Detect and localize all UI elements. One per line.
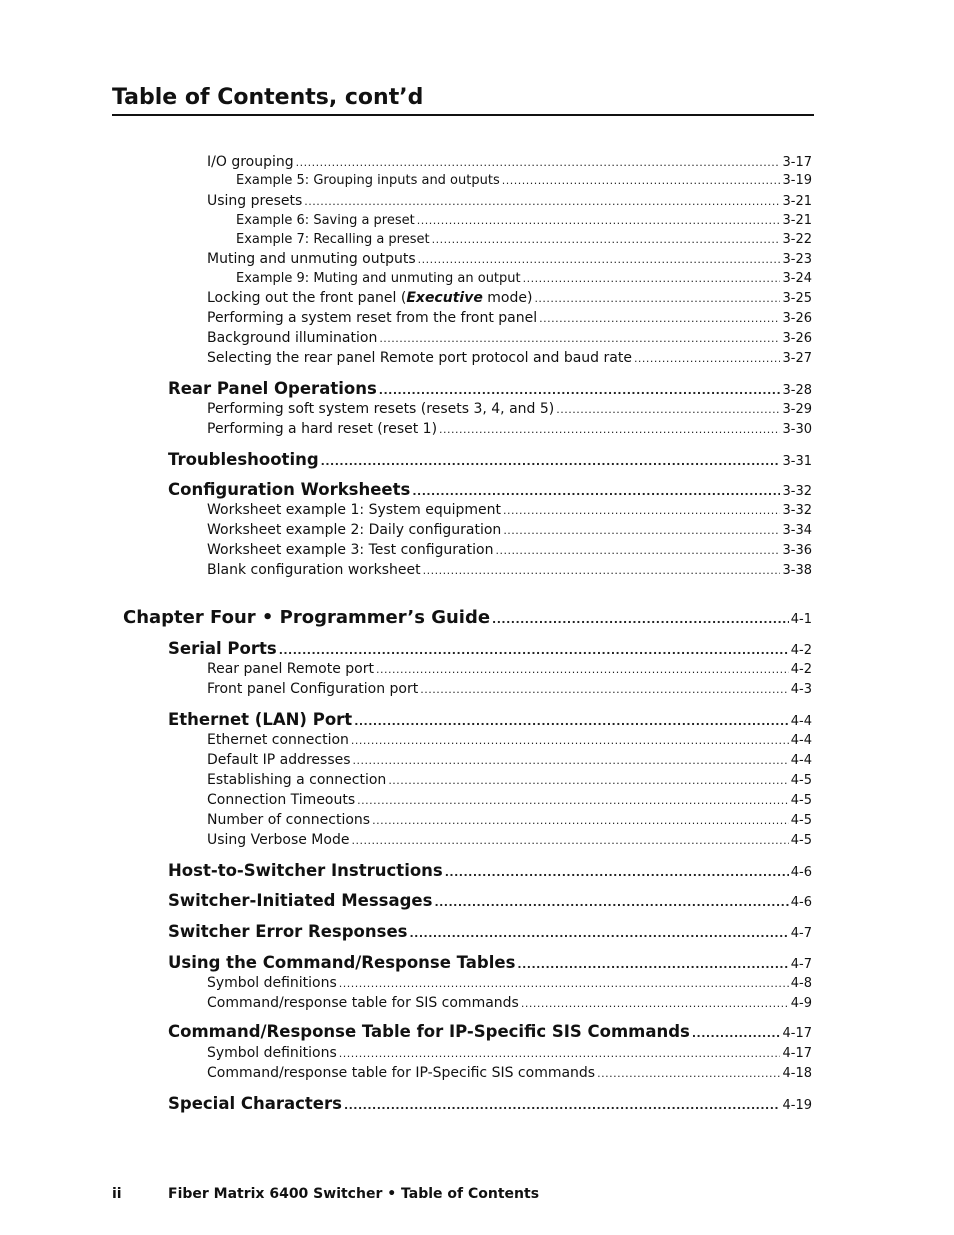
toc-entry bbox=[207, 832, 812, 848]
toc-entry-page: 4-19 bbox=[782, 1098, 812, 1113]
toc-entry bbox=[207, 975, 812, 991]
toc-leader-dots bbox=[523, 272, 781, 285]
toc-leader-dots bbox=[379, 384, 781, 397]
toc-entry bbox=[168, 953, 812, 972]
toc-entry-title: Special Characters bbox=[168, 1094, 342, 1113]
toc-entry bbox=[207, 421, 812, 437]
toc-leader-dots bbox=[304, 195, 780, 208]
toc-entry bbox=[207, 812, 812, 828]
toc-entry-page: 3-17 bbox=[782, 155, 812, 170]
toc-entry-title: Front panel Configuration port bbox=[207, 681, 419, 697]
toc-entry-page: 4-3 bbox=[790, 682, 812, 697]
toc-entry-title: Serial Ports bbox=[168, 639, 277, 658]
toc-leader-dots bbox=[634, 352, 781, 365]
toc-entry-page: 4-17 bbox=[782, 1046, 812, 1061]
toc-leader-dots bbox=[339, 1047, 781, 1060]
toc-entry-title: Default IP addresses bbox=[207, 752, 351, 768]
toc-entry-page: 4-18 bbox=[782, 1066, 812, 1081]
toc-entry bbox=[168, 710, 812, 729]
toc-entry bbox=[236, 271, 812, 286]
toc-entry bbox=[207, 792, 812, 808]
toc-entry bbox=[207, 752, 812, 768]
toc-leader-dots bbox=[357, 794, 789, 807]
toc-entry-title: Selecting the rear panel Remote port protocol and baud rate bbox=[207, 350, 632, 366]
toc-entry-title: Switcher-Initiated Messages bbox=[168, 891, 433, 910]
toc-entry bbox=[207, 542, 812, 558]
toc-leader-dots bbox=[353, 754, 789, 767]
toc-leader-dots bbox=[534, 292, 780, 305]
toc-entry bbox=[207, 330, 812, 346]
toc-entry-page: 3-29 bbox=[782, 402, 812, 417]
toc-leader-dots bbox=[495, 544, 780, 557]
toc-leader-dots bbox=[279, 644, 789, 657]
toc-entry-page: 4-7 bbox=[790, 957, 812, 972]
toc-entry-title: Background illumination bbox=[207, 330, 378, 346]
toc-entry bbox=[207, 1065, 812, 1081]
toc-entry-page: 4-4 bbox=[790, 733, 812, 748]
toc-entry-title: Performing a hard reset (reset 1) bbox=[207, 421, 438, 437]
toc-leader-dots bbox=[432, 233, 781, 246]
toc-entry-title: Command/Response Table for IP-Specific SIS Commands bbox=[168, 1022, 690, 1041]
toc-leader-dots bbox=[372, 814, 789, 827]
toc-leader-dots bbox=[418, 253, 781, 266]
toc-entry bbox=[207, 681, 812, 697]
toc-entry-page: 3-28 bbox=[782, 383, 812, 398]
toc-leader-dots bbox=[597, 1067, 780, 1080]
toc-leader-dots bbox=[339, 977, 789, 990]
toc-leader-dots bbox=[539, 312, 780, 325]
toc-entry-page: 3-30 bbox=[782, 422, 812, 437]
toc-entry bbox=[168, 861, 812, 880]
toc-entry-title: Switcher Error Responses bbox=[168, 922, 408, 941]
toc-entry bbox=[207, 193, 812, 209]
toc-entry-title-part: Locking out the front panel ( bbox=[207, 290, 407, 306]
toc-leader-dots bbox=[379, 332, 780, 345]
toc-leader-dots bbox=[420, 683, 789, 696]
toc-leader-dots bbox=[502, 174, 781, 187]
toc-entry bbox=[123, 607, 812, 628]
toc-entry-page: 4-9 bbox=[790, 996, 812, 1011]
toc-entry-page: 4-5 bbox=[790, 773, 812, 788]
toc-leader-dots bbox=[503, 524, 780, 537]
toc-entry bbox=[168, 450, 812, 469]
toc-entry-page: 3-34 bbox=[782, 523, 812, 538]
toc-entry-title: Using presets bbox=[207, 193, 303, 209]
toc-entry-title: Example 7: Recalling a preset bbox=[236, 232, 430, 247]
toc-entry-page: 4-17 bbox=[782, 1026, 812, 1041]
footer-page-number: ii bbox=[112, 1186, 122, 1202]
toc-entry-title: Worksheet example 1: System equipment bbox=[207, 502, 501, 518]
toc-entry-title: Rear Panel Operations bbox=[168, 379, 377, 398]
toc-entry-title: Example 5: Grouping inputs and outputs bbox=[236, 173, 500, 188]
toc-entry-title: Configuration Worksheets bbox=[168, 480, 411, 499]
toc-entry-page: 3-19 bbox=[782, 173, 812, 188]
toc-entry bbox=[168, 922, 812, 941]
toc-entry bbox=[168, 379, 812, 398]
toc-entry-title: Chapter Four • Programmer’s Guide bbox=[123, 607, 491, 628]
toc-leader-dots bbox=[296, 156, 781, 169]
toc-entry-title: Example 6: Saving a preset bbox=[236, 213, 415, 228]
toc-entry-title: Blank configuration worksheet bbox=[207, 562, 421, 578]
toc-leader-dots bbox=[351, 834, 788, 847]
toc-entry-page: 4-2 bbox=[790, 643, 812, 658]
toc-entry bbox=[168, 480, 812, 499]
toc-entry bbox=[207, 350, 812, 366]
toc-entry-page: 4-1 bbox=[790, 612, 812, 627]
toc-entry bbox=[207, 661, 812, 677]
toc-entry bbox=[207, 401, 812, 417]
toc-entry-title bbox=[207, 290, 532, 306]
toc-entry-page: 3-24 bbox=[782, 271, 812, 286]
toc-leader-dots bbox=[388, 774, 788, 787]
toc-entry-title: Troubleshooting bbox=[168, 450, 319, 469]
toc-entry-page: 3-27 bbox=[782, 351, 812, 366]
toc-entry-title: Rear panel Remote port bbox=[207, 661, 374, 677]
toc-entry bbox=[207, 154, 812, 170]
toc-entry-page: 3-21 bbox=[782, 194, 812, 209]
toc-entry-page: 4-5 bbox=[790, 813, 812, 828]
toc-entry-page: 4-8 bbox=[790, 976, 812, 991]
toc-entry-page: 4-4 bbox=[790, 753, 812, 768]
toc-entry-page: 3-25 bbox=[782, 291, 812, 306]
toc-leader-dots bbox=[376, 663, 789, 676]
toc-entry-page: 3-36 bbox=[782, 543, 812, 558]
toc-entry-page: 4-2 bbox=[790, 662, 812, 677]
toc-entry-title: Number of connections bbox=[207, 812, 371, 828]
toc-entry-page: 4-6 bbox=[790, 895, 812, 910]
toc-leader-dots bbox=[517, 958, 788, 971]
toc-entry-page: 3-32 bbox=[782, 484, 812, 499]
toc-entry bbox=[207, 310, 812, 326]
toc-entry bbox=[168, 891, 812, 910]
page-title: Table of Contents, cont’d bbox=[112, 84, 814, 116]
toc-leader-dots bbox=[417, 214, 781, 227]
toc-entry-title: Using Verbose Mode bbox=[207, 832, 350, 848]
toc-leader-dots bbox=[556, 403, 780, 416]
toc-leader-dots bbox=[321, 455, 781, 468]
toc-entry-page: 3-31 bbox=[782, 454, 812, 469]
toc-entry-page: 3-26 bbox=[782, 311, 812, 326]
toc-entry bbox=[207, 290, 812, 306]
toc-leader-dots bbox=[351, 734, 789, 747]
toc-entry-title: Using the Command/Response Tables bbox=[168, 953, 516, 972]
toc-entry-title-emphasis: Executive bbox=[406, 290, 483, 306]
toc-entry bbox=[168, 639, 812, 658]
toc-entry bbox=[207, 251, 812, 267]
toc-leader-dots bbox=[492, 613, 789, 626]
toc-entry-title: Host-to-Switcher Instructions bbox=[168, 861, 443, 880]
toc-entry-title: Performing a system reset from the front panel bbox=[207, 310, 538, 326]
toc-entry bbox=[207, 502, 812, 518]
toc-leader-dots bbox=[434, 896, 788, 909]
toc-entry bbox=[207, 732, 812, 748]
toc-entry-title: Performing soft system resets (resets 3, 4, and 5) bbox=[207, 401, 555, 417]
toc-entry-page: 4-4 bbox=[790, 714, 812, 729]
toc-entry-title: Worksheet example 2: Daily configuration bbox=[207, 522, 502, 538]
toc-leader-dots bbox=[521, 997, 789, 1010]
toc-entry-title: Symbol definitions bbox=[207, 1045, 337, 1061]
toc-leader-dots bbox=[412, 485, 780, 498]
toc-entry-page: 3-22 bbox=[782, 232, 812, 247]
toc-entry-title: Muting and unmuting outputs bbox=[207, 251, 416, 267]
toc-leader-dots bbox=[503, 504, 780, 517]
toc-entry bbox=[207, 1045, 812, 1061]
toc-leader-dots bbox=[692, 1027, 781, 1040]
toc-entry-title: Ethernet connection bbox=[207, 732, 349, 748]
toc-entry bbox=[236, 213, 812, 228]
toc-entry bbox=[207, 562, 812, 578]
toc-entry-page: 4-6 bbox=[790, 865, 812, 880]
toc-entry bbox=[236, 173, 812, 188]
toc-entry-title: I/O grouping bbox=[207, 154, 294, 170]
toc-leader-dots bbox=[354, 715, 789, 728]
toc-leader-dots bbox=[344, 1099, 781, 1112]
footer-text: Fiber Matrix 6400 Switcher • Table of Contents bbox=[168, 1186, 540, 1202]
toc-entry-title-part: mode) bbox=[482, 290, 533, 306]
toc-entry-title: Connection Timeouts bbox=[207, 792, 356, 808]
toc-entry bbox=[236, 232, 812, 247]
toc-entry-title: Worksheet example 3: Test configuration bbox=[207, 542, 494, 558]
toc-entry-page: 4-5 bbox=[790, 833, 812, 848]
toc-entry-page: 3-21 bbox=[782, 213, 812, 228]
toc-entry-page: 3-38 bbox=[782, 563, 812, 578]
toc-entry-page: 3-23 bbox=[782, 252, 812, 267]
toc-entry bbox=[207, 522, 812, 538]
toc-entry bbox=[168, 1022, 812, 1041]
toc-entry-page: 3-26 bbox=[782, 331, 812, 346]
toc-leader-dots bbox=[409, 927, 788, 940]
toc-entry-title: Symbol definitions bbox=[207, 975, 337, 991]
toc-entry-title: Establishing a connection bbox=[207, 772, 387, 788]
toc-entry-title: Command/response table for IP-Specific SIS commands bbox=[207, 1065, 596, 1081]
toc-entry bbox=[207, 995, 812, 1011]
toc-entry-page: 4-5 bbox=[790, 793, 812, 808]
toc-entry-page: 4-7 bbox=[790, 926, 812, 941]
toc-entry-title: Command/response table for SIS commands bbox=[207, 995, 519, 1011]
toc-leader-dots bbox=[439, 423, 780, 436]
toc-entry-page: 3-32 bbox=[782, 503, 812, 518]
toc-entry-title: Example 9: Muting and unmuting an output bbox=[236, 271, 521, 286]
toc-leader-dots bbox=[423, 564, 781, 577]
toc-entry bbox=[168, 1094, 812, 1113]
toc-entry bbox=[207, 772, 812, 788]
toc-leader-dots bbox=[445, 866, 789, 879]
toc-entry-title: Ethernet (LAN) Port bbox=[168, 710, 353, 729]
